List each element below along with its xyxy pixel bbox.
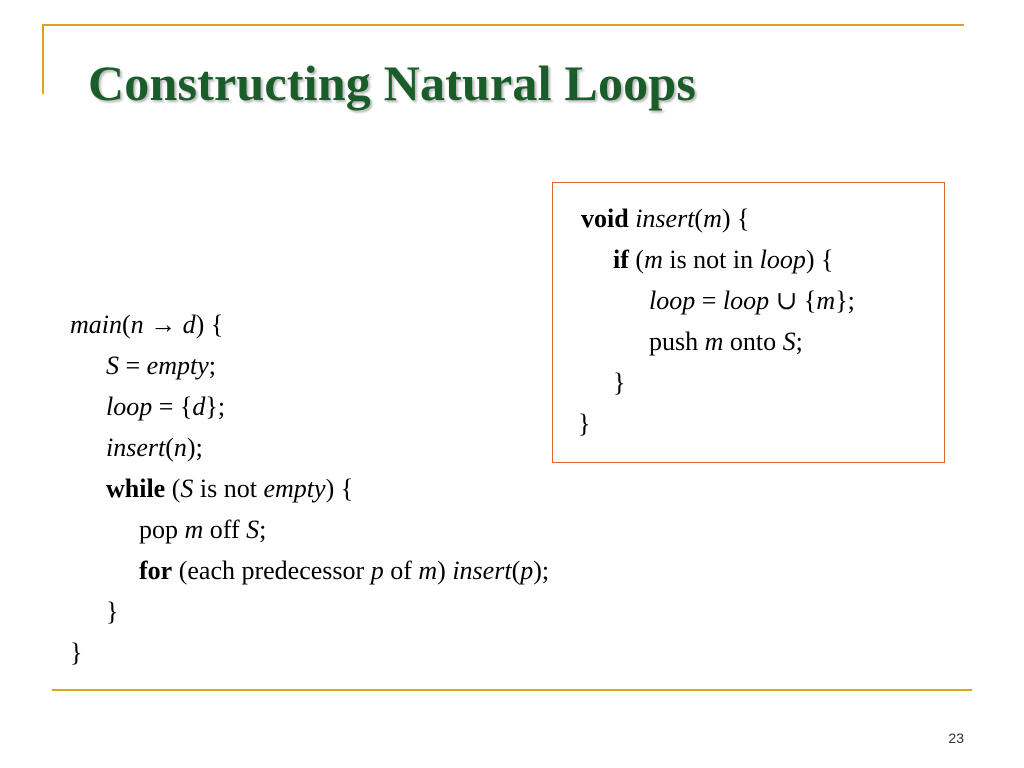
code-token: insert xyxy=(106,433,166,462)
code-token: push xyxy=(649,327,705,356)
code-token: ) { xyxy=(721,204,750,233)
code-token: n xyxy=(173,433,187,462)
code-token: } xyxy=(106,597,119,626)
code-token: = xyxy=(119,351,147,380)
code-line xyxy=(649,327,803,357)
code-token: loop xyxy=(759,245,806,274)
code-token: → xyxy=(143,310,183,339)
code-token: ( xyxy=(165,474,181,503)
code-token: while xyxy=(106,474,166,503)
code-token: loop xyxy=(649,286,696,315)
code-token: m xyxy=(703,204,722,233)
code-token: is not xyxy=(193,474,264,503)
code-token: S xyxy=(782,327,796,356)
code-line xyxy=(139,515,266,545)
code-token: insert xyxy=(452,556,512,585)
code-token: ( xyxy=(165,433,174,462)
code-token: is not in xyxy=(662,245,760,274)
code-token: d xyxy=(192,392,206,421)
code-token: pop xyxy=(139,515,185,544)
code-token: S xyxy=(106,351,119,380)
code-token: ); xyxy=(186,433,203,462)
code-line xyxy=(649,286,855,316)
code-line xyxy=(139,556,549,586)
code-line xyxy=(70,638,82,668)
code-line xyxy=(613,368,625,398)
code-token: insert xyxy=(635,204,695,233)
code-line xyxy=(106,474,353,504)
code-token: m xyxy=(816,286,836,315)
code-token: } xyxy=(578,409,591,438)
code-token: m xyxy=(418,556,438,585)
code-token: ( xyxy=(628,245,645,274)
code-line xyxy=(106,597,118,627)
code-token: ) { xyxy=(195,310,224,339)
code-token: ) { xyxy=(805,245,834,274)
code-token: p xyxy=(370,556,384,585)
code-line xyxy=(106,433,203,463)
code-token: ; xyxy=(795,327,803,356)
code-token: m xyxy=(184,515,204,544)
left-accent-line xyxy=(42,24,44,94)
code-token: empty xyxy=(263,474,326,503)
code-token: ) xyxy=(437,556,453,585)
code-token: off xyxy=(203,515,247,544)
code-token: loop xyxy=(722,286,770,315)
code-token: ( xyxy=(122,310,131,339)
code-token: onto xyxy=(723,327,783,356)
code-token: ) { xyxy=(325,474,354,503)
code-token: m xyxy=(644,245,663,274)
code-token: ( xyxy=(511,556,521,585)
code-token: d xyxy=(182,310,196,339)
code-token: empty xyxy=(146,351,209,380)
code-token: ; xyxy=(259,515,267,544)
code-token: (each predecessor xyxy=(172,556,371,585)
code-token: n xyxy=(130,310,144,339)
code-token: void xyxy=(581,204,629,233)
code-token: } xyxy=(613,368,626,397)
code-token: ( xyxy=(694,204,704,233)
page-number: 23 xyxy=(948,730,964,746)
code-line xyxy=(106,392,225,422)
code-line xyxy=(106,351,216,381)
code-token: ∪ { xyxy=(769,286,817,315)
code-token: p xyxy=(520,556,534,585)
code-token: = { xyxy=(152,392,193,421)
code-token: S xyxy=(180,474,194,503)
code-token: ; xyxy=(208,351,216,380)
code-token: for xyxy=(139,556,173,585)
code-line xyxy=(70,310,223,340)
code-token: ); xyxy=(533,556,550,585)
code-token: main xyxy=(70,310,122,339)
code-token: S xyxy=(246,515,260,544)
bottom-accent-line xyxy=(52,689,972,691)
code-line xyxy=(578,409,590,439)
code-token: = xyxy=(695,286,723,315)
code-token: loop xyxy=(106,392,153,421)
code-token: if xyxy=(613,245,629,274)
code-token: }; xyxy=(835,286,855,315)
code-token: }; xyxy=(205,392,226,421)
code-token: m xyxy=(704,327,724,356)
code-token: } xyxy=(70,638,83,667)
code-token: of xyxy=(383,556,419,585)
code-line xyxy=(581,204,750,234)
slide-title: Constructing Natural Loops xyxy=(88,55,697,111)
code-line xyxy=(613,245,834,275)
top-accent-line xyxy=(42,24,964,26)
